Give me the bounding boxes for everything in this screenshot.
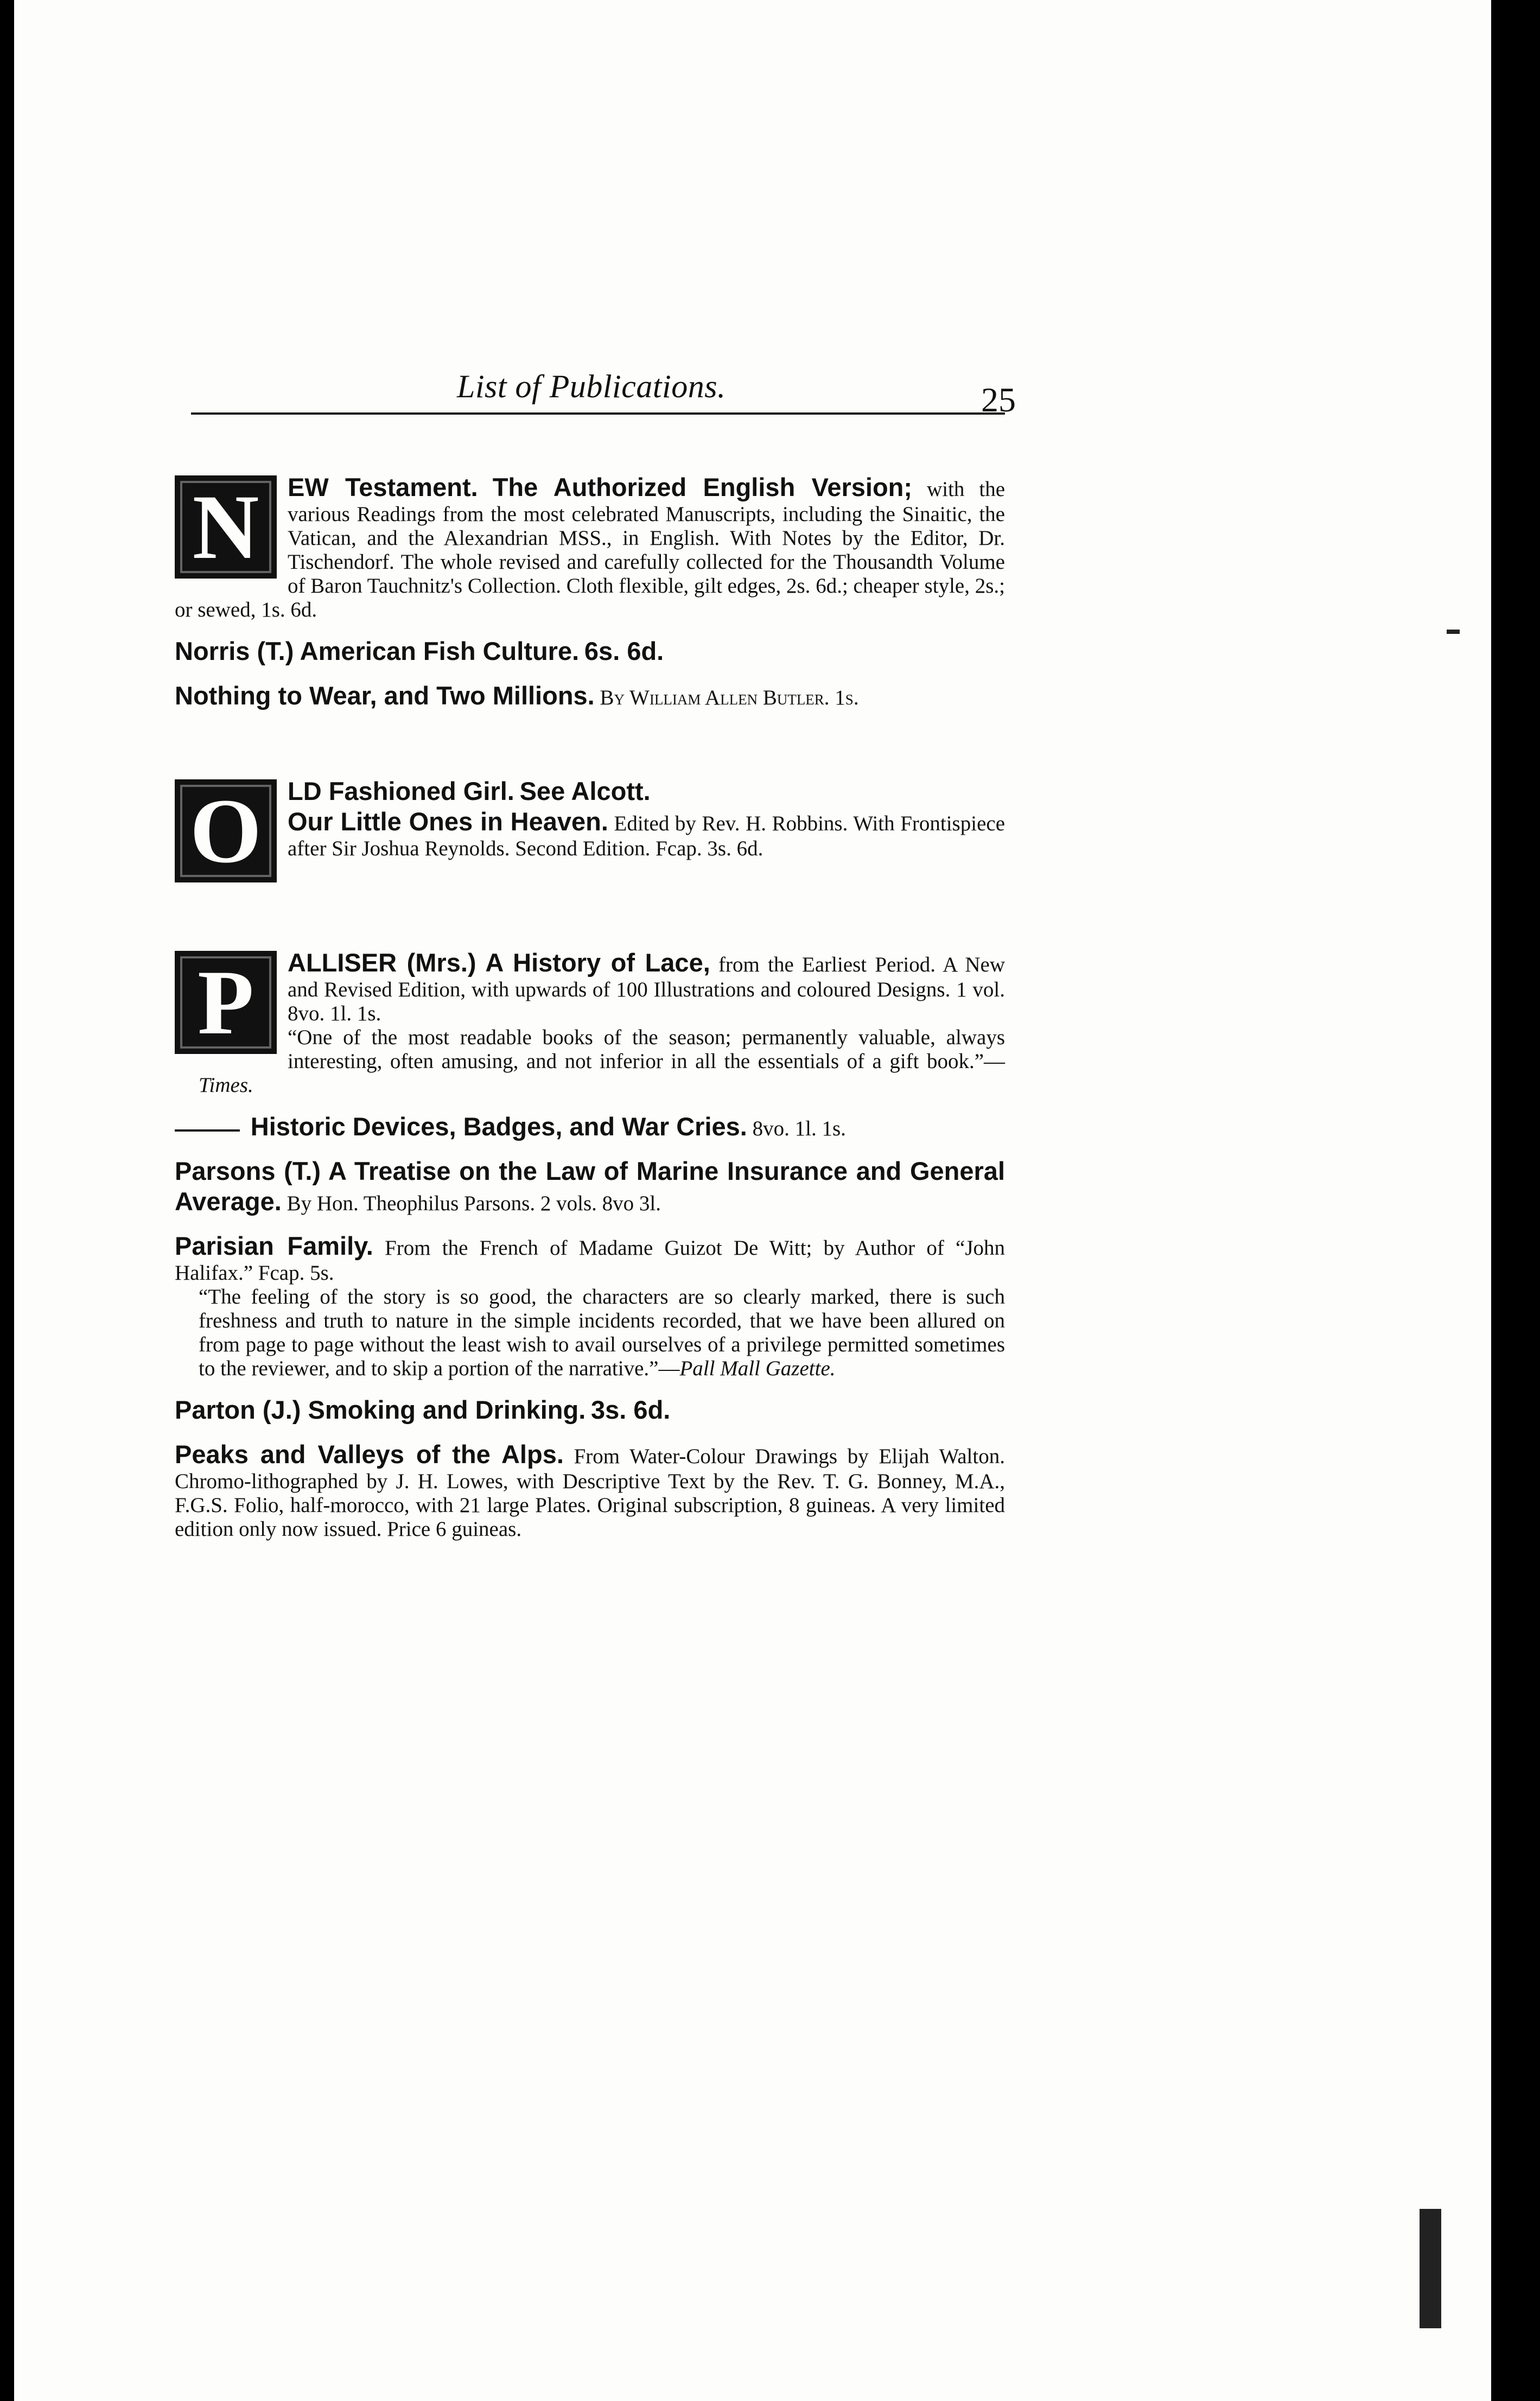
entry-palliser — [175, 948, 1005, 1097]
entry-parton — [175, 1395, 1005, 1425]
page-header — [191, 358, 1016, 418]
entry-price: 3s. 6d. — [591, 1395, 671, 1424]
quote-source: Times. — [199, 1074, 253, 1097]
entry-historic-devices — [175, 1111, 1005, 1142]
scan-edge-mark — [1447, 630, 1460, 634]
entry-heading: Nothing to Wear, and Two Millions. — [175, 681, 595, 710]
book-page — [14, 0, 1491, 2401]
entry-description: with the various Readings from the most celebrated Manuscripts, including the Sinaitic, the Vatican, and the Alexandrian MSS., in English. With Notes by the Editor, Dr. Tischendorf. The whole revised and carefully collected for the Thousandth Volume of Baron Tauchnitz's Collection. Cloth flexible, gilt edges, 2s. 6d.; cheaper style, 2s.; or sewed, 1s. 6d. — [175, 478, 1006, 621]
entry-norris — [175, 636, 1005, 666]
ornamental-initial-p: P — [175, 951, 277, 1054]
entry-description: By Hon. Theophilus Parsons. 2 vols. 8vo 3l. — [287, 1192, 661, 1215]
entry-description: From Water-Colour Drawings by Elijah Walton. Chromo-lithographed by J. H. Lowes, with Descriptive Text by the Rev. T. G. Bonney, M.A., F.G.S. Folio, half-morocco, with 21 large Plates. Original subscription, 8 guineas. A very limited edition only now issued. Price 6 guineas. — [175, 1445, 1005, 1541]
entry-title: The Authorized English Version; — [492, 473, 913, 501]
entry-description: By William Allen Butler. 1s. — [600, 686, 859, 709]
entry-description: from the Earliest Period. A New and Revised Edition, with upwards of 100 Illustrations and coloured Designs. 1 vol. 8vo. 1l. 1s. — [288, 953, 1005, 1025]
entry-old-fashioned-girl — [175, 776, 1005, 882]
entry-description: Edited by Rev. H. Robbins. With Frontispiece after Sir Joshua Reynolds. Second Edition. Fcap. 3s. 6d. — [288, 812, 1005, 860]
entry-parsons — [175, 1156, 1005, 1217]
entry-price: 6s. 6d. — [584, 637, 664, 665]
entry-heading: Peaks and Valleys of the Alps. — [175, 1440, 564, 1469]
ditto-dash — [175, 1129, 240, 1132]
review-quote: “The feeling of the story is so good, the characters are so clearly marked, there is such freshness and truth to nature in the simple incidents recorded, that we have been allured on from page to page without the least wish to avail ourselves of a privilege permitted sometimes to the reviewer, and to skip a portion of the narrative.”— — [199, 1285, 1005, 1380]
entry-peaks-and-valleys — [175, 1439, 1005, 1541]
entry-new-testament — [175, 472, 1005, 622]
entry-our-little-ones — [175, 806, 1005, 861]
entry-heading: EW Testament. — [288, 473, 478, 501]
entry-heading: Historic Devices, Badges, and War Cries. — [250, 1112, 747, 1141]
entry-heading: Parisian Family. — [175, 1231, 373, 1260]
page-number: 25 — [981, 380, 1016, 419]
scan-edge-mark — [1420, 2209, 1441, 2328]
quote-source: Pall Mall Gazette. — [679, 1357, 836, 1380]
entry-heading: ALLISER (Mrs.) A History of Lace, — [288, 948, 710, 977]
running-title: List of Publications. — [457, 369, 726, 404]
review-quote: “One of the most readable books of the season; permanently valuable, always interesting, often amusing, and not inferior in all the essentials of a gift book.”— — [288, 1026, 1005, 1073]
entry-heading: Parton (J.) Smoking and Drinking. — [175, 1395, 586, 1424]
entry-heading: Norris (T.) American Fish Culture. — [175, 637, 580, 665]
entry-nothing-to-wear — [175, 681, 1005, 711]
entry-description: See Alcott. — [519, 777, 651, 805]
entry-heading: Our Little Ones in Heaven. — [288, 807, 608, 836]
entry-description: From the French of Madame Guizot De Witt; by Author of “John Halifax.” Fcap. 5s. — [175, 1236, 1005, 1285]
entry-heading: LD Fashioned Girl. — [288, 777, 514, 805]
ornamental-initial-o: O — [175, 779, 277, 882]
entry-heading: Parsons (T.) A Treatise on the Law of Marine Insurance and General Average. — [175, 1157, 1005, 1216]
ornamental-initial-n: N — [175, 475, 277, 579]
header-rule — [191, 412, 1005, 415]
entry-description: 8vo. 1l. 1s. — [752, 1117, 846, 1140]
entry-parisian-family — [175, 1231, 1005, 1381]
publication-list — [175, 472, 1005, 1541]
